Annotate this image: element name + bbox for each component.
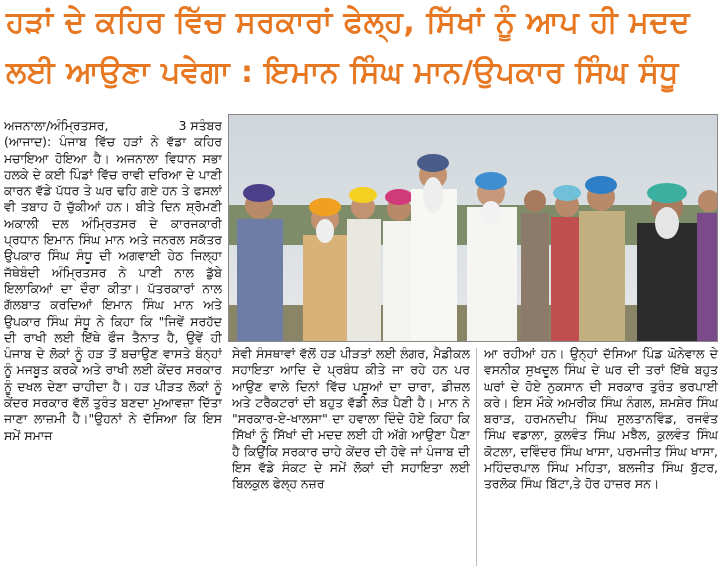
headline-line-1: ਹੜਾਂ ਦੇ ਕਹਿਰ ਵਿੱਚ ਸਰਕਾਰਾਂ ਫੇਲ੍ਹ, ਸਿੱਖਾਂ ਨੂੰ ਆਪ ਹੀ ਮਦਦ <box>6 5 691 40</box>
headline-line-2: ਲਈ ਆਉਣਾ ਪਵੇਗਾ : ਇਮਾਨ ਸਿੰਘ ਮਾਨ/ਉਪਕਾਰ ਸਿੰਘ ਸੰਧੂ <box>6 55 679 90</box>
dateline-date: 3 ਸਤੰਬਰ <box>178 118 222 133</box>
dateline <box>4 118 222 134</box>
dateline-place: ਅਜਨਾਲਾ/ਅੰਮ੍ਰਿਤਸਰ, <box>4 118 109 133</box>
column-divider <box>476 348 477 566</box>
article-text-col-2: ਸੇਵੀ ਸੰਸਥਾਵਾਂ ਵੱਲੋਂ ਹੜ ਪੀੜਤਾਂ ਲਈ ਲੰਗਰ, ਮੈਡੀਕਲ ਸਹਾਇਤਾ ਆਦਿ ਦੇ ਪ੍ਰਬੰਧ ਕੀਤੇ ਜਾ ਰਹੇ ਹਨ ਪਰ ਆਉਣ ਵਾਲੇ ਦਿਨਾਂ ਵਿੱਚ ਪਸ਼ੂਆਂ ਦਾ ਚਾਰਾ, ਡੀਜ਼ਲ ਅਤੇ ਟਰੈਕਟਰਾਂ ਦੀ ਬਹੁਤ ਵੱਡੀ ਲੋੜ ਪੈਣੀ ਹੈ। ਮਾਨ ਨੇ "ਸਰਕਾਰ-ਏ-ਖਾਲਸਾ" ਦਾ ਹਵਾਲਾ ਦਿੰਦੇ ਹੋਏ ਕਿਹਾ ਕਿ ਸਿੱਖਾਂ ਨੂੰ ਸਿੱਖਾਂ ਦੀ ਮਦਦ ਲਈ ਹੀ ਅੱਗੇ ਆਉਣਾ ਪੈਣਾ ਹੈ ਕਿਉਂਕਿ ਸਰਕਾਰ ਚਾਹੇ ਕੇਂਦਰ ਦੀ ਹੋਵੇ ਜਾਂ ਪੰਜਾਬ ਦੀ ਇਸ ਵੱਡੇ ਸੰਕਟ ਦੇ ਸਮੇਂ ਲੋਕਾਂ ਦੀ ਸਹਾਇਤਾ ਲਈ ਬਿਲਕੁਲ ਫੇਲ੍ਹ ਨਜ਼ਰ <box>232 346 470 492</box>
article-column-1 <box>4 118 222 566</box>
news-photo <box>228 114 718 342</box>
article-text-col-1: (ਆਜਾਦ): ਪੰਜਾਬ ਵਿੱਚ ਹੜਾਂ ਨੇ ਵੱਡਾ ਕਹਿਰ ਮਚਾਇਆ ਹੋਇਆ ਹੈ। ਅਜਨਾਲਾ ਵਿਧਾਨ ਸਭਾ ਹਲਕੇ ਦੇ ਕਈ ਪਿੰਡਾਂ ਵਿੱਚ ਰਾਵੀ ਦਰਿਆ ਦੇ ਪਾਣੀ ਕਾਰਨ ਵੱਡੇ ਪੱਧਰ ਤੇ ਘਰ ਢਹਿ ਗਏ ਹਨ ਤੇ ਫਸਲਾਂ ਵੀ ਤਬਾਹ ਹੋ ਚੁੱਕੀਆਂ ਹਨ। ਬੀਤੇ ਦਿਨ ਸ਼੍ਰੋਮਣੀ ਅਕਾਲੀ ਦਲ ਅੰਮ੍ਰਿਤਸਰ ਦੇ ਕਾਰਜਕਾਰੀ ਪ੍ਰਧਾਨ ਇਮਾਨ ਸਿੰਘ ਮਾਨ ਅਤੇ ਜਨਰਲ ਸਕੱਤਰ ਉਪਕਾਰ ਸਿੰਘ ਸੰਧੂ ਦੀ ਅਗਵਾਈ ਹੇਠ ਜਿਲ੍ਹਾ ਜੱਥੇਬੰਦੀ ਅੰਮ੍ਰਿਤਸਰ ਨੇ ਪਾਣੀ ਨਾਲ ਡੁੱਬੇ ਇਲਾਕਿਆਂ ਦਾ ਦੌਰਾ ਕੀਤਾ। ਪੱਤਰਕਾਰਾਂ ਨਾਲ ਗੱਲਬਾਤ ਕਰਦਿਆਂ ਇਮਾਨ ਸਿੰਘ ਮਾਨ ਅਤੇ ਉਪਕਾਰ ਸਿੰਘ ਸੰਧੂ ਨੇ ਕਿਹਾ ਕਿ "ਜਿਵੇਂ ਸਰਹੱਦ ਦੀ ਰਾਖੀ ਲਈ ਇੱਥੇ ਫੌਜ ਤੈਨਾਤ ਹੈ, ਉਵੇਂ ਹੀ ਪੰਜਾਬ ਦੇ ਲੋਕਾਂ ਨੂੰ ਹੜ ਤੋਂ ਬਚਾਉਣ ਵਾਸਤੇ ਬੰਨ੍ਹਾਂ ਨੂੰ ਮਜਬੂਤ ਕਰਕੇ ਅਤੇ ਰਾਖੀ ਲਈ ਕੇਂਦਰ ਸਰਕਾਰ ਨੂੰ ਦਖਲ ਦੇਣਾ ਚਾਹੀਦਾ ਹੈ। ਹੜ ਪੀੜਤ ਲੋਕਾਂ ਨੂੰ ਕੇਂਦਰ ਸਰਕਾਰ ਵੱਲੋਂ ਤੁਰੰਤ ਬਣਦਾ ਮੁਆਵਜ਼ਾ ਦਿੱਤਾ ਜਾਣਾ ਲਾਜ਼ਮੀ ਹੈ।"ਉਹਨਾਂ ਨੇ ਦੱਸਿਆ ਕਿ ਇਸ ਸਮੇਂ ਸਮਾਜ <box>4 134 222 443</box>
article-text-col-3: ਆ ਰਹੀਆਂ ਹਨ। ਉਨ੍ਹਾਂ ਦੱਸਿਆ ਪਿੰਡ ਘੋਨੇਵਾਲ ਦੇ ਵਸਨੀਕ ਸੁਖਦੂਲ ਸਿੰਘ ਦੇ ਘਰ ਦੀ ਤਰਾਂ ਇੱਥੇ ਬਹੁਤ ਘਰਾਂ ਦੇ ਹੋਏ ਨੁਕਸਾਨ ਦੀ ਸਰਕਾਰ ਤੁਰੰਤ ਭਰਪਾਈ ਕਰੇ। ਇਸ ਮੌਕੇ ਅਮਰੀਕ ਸਿੰਘ ਨੰਗਲ, ਸ਼ਮਸ਼ੇਰ ਸਿੰਘ ਬਰਾੜ, ਹਰਮਨਦੀਪ ਸਿੰਘ ਸੁਲਤਾਨਵਿੰਡ, ਰਜਵੰਤ ਸਿੰਘ ਵਡਾਲਾ, ਕੁਲਵੰਤ ਸਿੰਘ ਮਝੈਲ, ਕੁਲਵੰਤ ਸਿੰਘ ਕੋਟਲਾ, ਦਵਿੰਦਰ ਸਿੰਘ ਖਾਸਾ, ਪਰਮਜੀਤ ਸਿੰਘ ਖਾਸਾ, ਮਹਿੰਦਰਪਾਲ ਸਿੰਘ ਮਹਿਤਾ, ਬਲਜੀਤ ਸਿੰਘ ਬੁੱਟਰ, ਤਰਲੋਕ ਸਿੰਘ ਬਿੱਟਾ,ਤੇ ਹੋਰ ਹਾਜ਼ਰ ਸਨ। <box>484 346 718 492</box>
article-column-3 <box>484 346 718 566</box>
photo-illustration <box>229 115 718 342</box>
article-column-2 <box>232 346 470 566</box>
